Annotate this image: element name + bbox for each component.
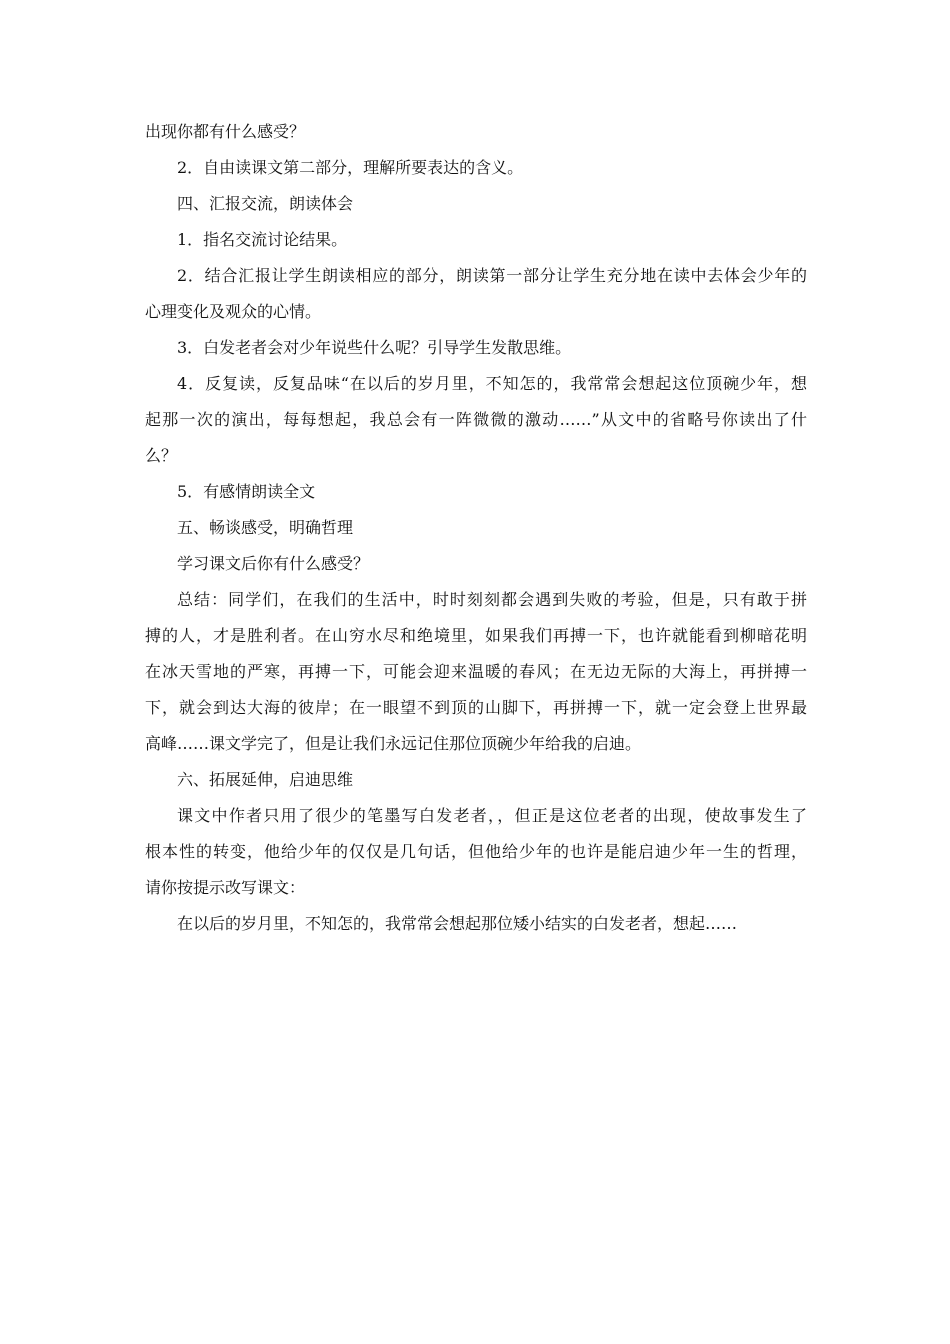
paragraph-summary <box>145 591 807 753</box>
text-line: 么？ <box>145 446 178 465</box>
text-line: 1．指名交流讨论结果。 <box>177 230 348 249</box>
text-line: 在以后的岁月里，不知怎的，我常常会想起那位矮小结实的白发老者，想起…… <box>177 914 738 933</box>
text-line: 根本性的转变，他给少年的仅仅是几句话，但他给少年的也许是能启迪少年一生的哲理， <box>145 842 807 861</box>
text-line: 请你按提示改写课文： <box>145 878 306 897</box>
text-line: 出现你都有什么感受？ <box>145 122 306 141</box>
paragraph-step-3 <box>145 339 807 357</box>
text-line: 2．自由读课文第二部分，理解所要表达的含义。 <box>177 158 524 177</box>
text-line: 学习课文后你有什么感受？ <box>177 554 370 573</box>
text-line: 高峰……课文学完了，但是让我们永远记住那位顶碗少年给我的启迪。 <box>145 734 642 753</box>
paragraph-step-4 <box>145 375 807 465</box>
section-heading: 五、畅谈感受，明确哲理 <box>177 518 354 537</box>
text-line: 搏的人，才是胜利者。在山穷水尽和绝境里，如果我们再搏一下，也许就能看到柳暗花明 <box>145 626 807 645</box>
paragraph-step-5 <box>145 483 807 501</box>
text-line: 5．有感情朗读全文 <box>177 482 316 501</box>
text-line: 4．反复读，反复品味“在以后的岁月里，不知怎的，我常常会想起这位顶碗少年，想 <box>177 374 807 393</box>
paragraph-step-1 <box>145 231 807 249</box>
paragraph-step-2-reading-aloud <box>145 267 807 321</box>
text-line: 下，就会到达大海的彼岸；在一眼望不到顶的山脚下，再拼搏一下，就一定会登上世界最 <box>145 698 807 717</box>
text-line: 起那一次的演出，每每想起，我总会有一阵微微的激动……”从文中的省略号你读出了什 <box>145 410 807 429</box>
section-heading: 六、拓展延伸，启迪思维 <box>177 770 354 789</box>
text-line: 在冰天雪地的严寒，再搏一下，可能会迎来温暖的春风；在无边无际的大海上，再拼搏一 <box>145 662 807 681</box>
text-line: 总结：同学们，在我们的生活中，时时刻刻都会遇到失败的考验，但是，只有敢于拼 <box>177 590 807 609</box>
text-line: 3．白发老者会对少年说些什么呢？引导学生发散思维。 <box>177 338 572 357</box>
document-body <box>145 123 807 951</box>
text-line: 课文中作者只用了很少的笔墨写白发老者，，但正是这位老者的出现，使故事发生了 <box>177 806 807 825</box>
section-heading-6 <box>145 771 807 789</box>
paragraph-question <box>145 555 807 573</box>
paragraph-step-2-free-reading <box>145 159 807 177</box>
text-line: 2．结合汇报让学生朗读相应的部分，朗读第一部分让学生充分地在读中去体会少年的 <box>177 266 807 285</box>
paragraph-rewrite-prompt <box>145 915 807 933</box>
text-line: 心理变化及观众的心情。 <box>145 302 322 321</box>
paragraph-feelings-end <box>145 123 807 141</box>
paragraph-rewrite-task <box>145 807 807 897</box>
section-heading: 四、汇报交流，朗读体会 <box>177 194 354 213</box>
section-heading-4 <box>145 195 807 213</box>
section-heading-5 <box>145 519 807 537</box>
